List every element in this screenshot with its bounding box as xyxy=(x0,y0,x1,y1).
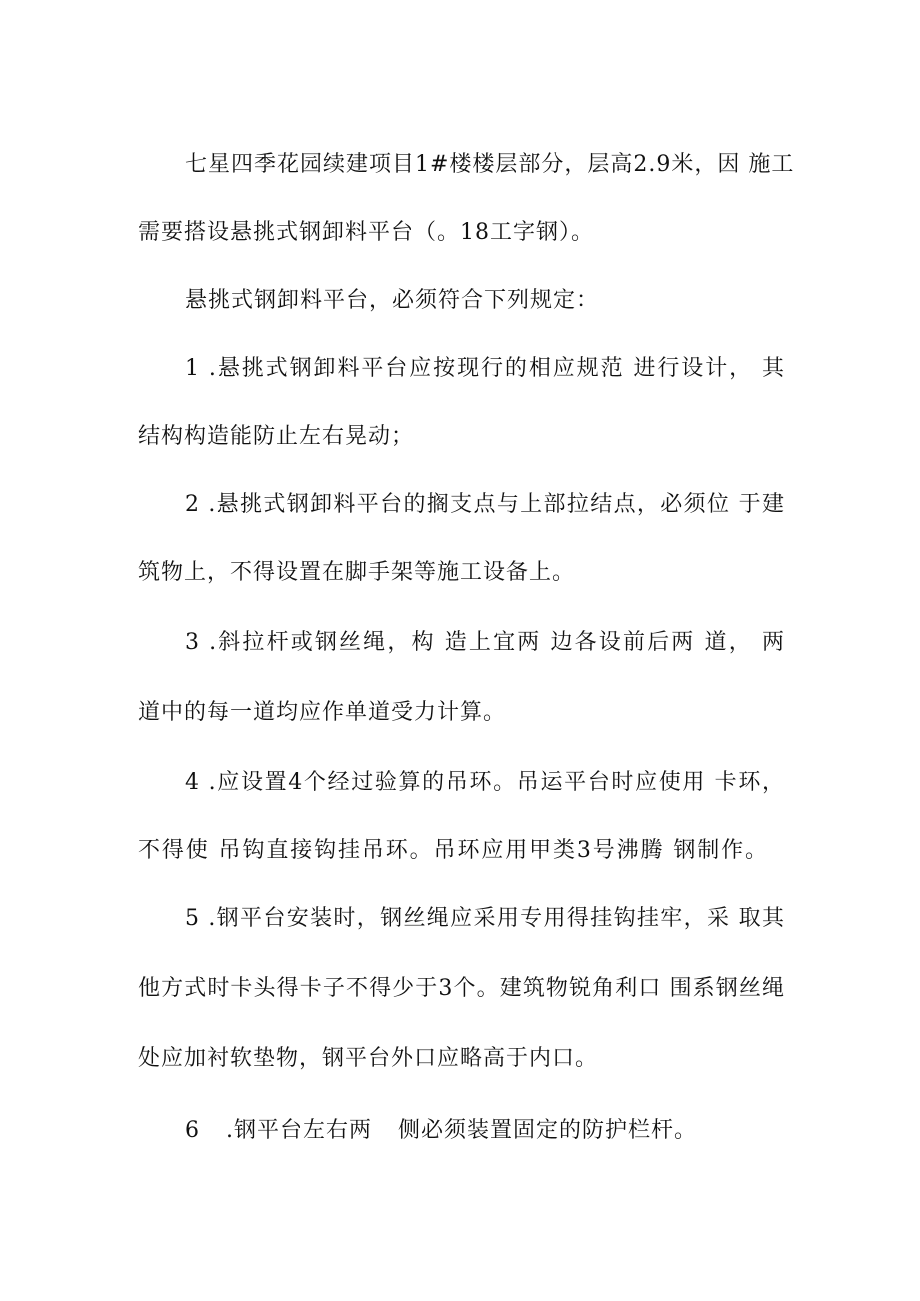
rule-4-line-2: 不得使 吊钩直接钩挂吊环。吊环应用甲类3号沸腾 钢制作。 xyxy=(138,838,768,863)
paragraph-intro-line-2: 需要搭设悬挑式钢卸料平台（。18工字钢）。 xyxy=(138,220,594,245)
rule-5-line-3: 处应加衬软垫物，钢平台外口应略高于内口。 xyxy=(138,1046,599,1071)
rule-6-line-1: 6 .钢平台左右两 侧必须装置固定的防护栏杆。 xyxy=(185,1118,697,1143)
paragraph-intro-line-1: 七星四季花园续建项目1#楼楼层部分，层高2.9米，因 施工 xyxy=(185,152,795,177)
rule-5-line-2: 他方式时卡头得卡子不得少于3个。建筑物锐角利口 围系钢丝绳 xyxy=(138,976,785,1001)
rule-2-line-2: 筑物上，不得设置在脚手架等施工设备上。 xyxy=(138,560,576,585)
rule-1-line-1: 1 .悬挑式钢卸料平台应按现行的相应规范 进行设计， 其 xyxy=(185,356,785,381)
rule-1-line-2: 结构构造能防止左右晃动； xyxy=(138,424,415,449)
rule-4-line-1: 4 .应设置4个经过验算的吊环。吊运平台时应使用 卡环， xyxy=(185,770,785,795)
rule-5-line-1: 5 .钢平台安装时，钢丝绳应采用专用得挂钩挂牢，采 取其 xyxy=(185,906,785,931)
rule-2-line-1: 2 .悬挑式钢卸料平台的搁支点与上部拉结点，必须位 于建 xyxy=(185,492,785,517)
paragraph-rules-heading: 悬挑式钢卸料平台，必须符合下列规定： xyxy=(185,288,600,313)
rule-3-line-1: 3 .斜拉杆或钢丝绳，构 造上宜两 边各设前后两 道， 两 xyxy=(185,630,785,655)
rule-3-line-2: 道中的每一道均应作单道受力计算。 xyxy=(138,700,507,725)
